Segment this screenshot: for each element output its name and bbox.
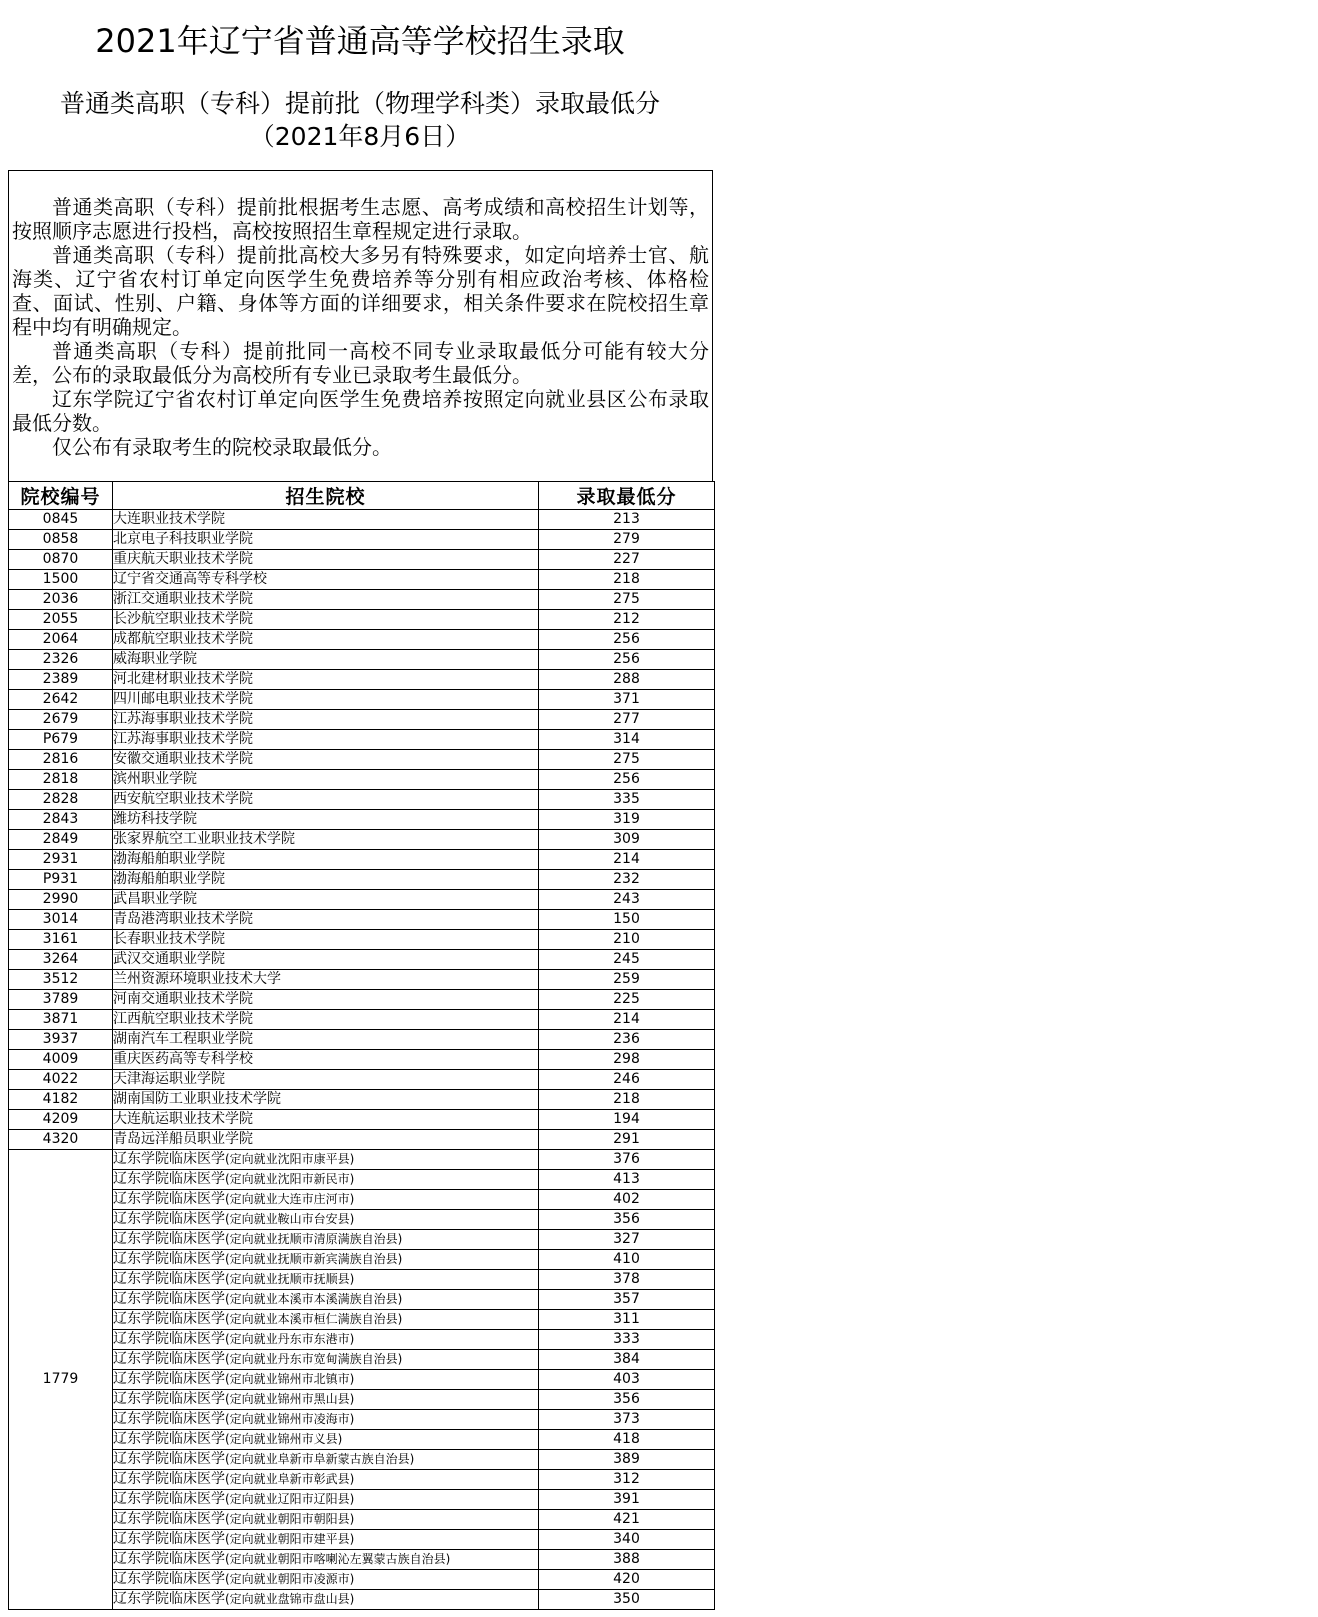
school-code: P679 xyxy=(9,730,113,750)
school-name xyxy=(113,1550,539,1570)
school-code: 2818 xyxy=(9,770,113,790)
note-paragraph: 普通类高职（专科）提前批根据考生志愿、高考成绩和高校招生计划等，按照顺序志愿进行投档，高校按照招生章程规定进行录取。 xyxy=(12,195,709,243)
school-code: 3789 xyxy=(9,990,113,1010)
table-row xyxy=(9,550,715,570)
school-name-sub: (定向就业本溪市桓仁满族自治县) xyxy=(225,1312,403,1326)
school-name: 湖南国防工业职业技术学院 xyxy=(113,1090,539,1110)
min-score: 256 xyxy=(539,650,715,670)
school-code: 2931 xyxy=(9,850,113,870)
school-name-main: 辽东学院临床医学 xyxy=(113,1411,225,1427)
school-code: 4009 xyxy=(9,1050,113,1070)
table-row xyxy=(9,1170,715,1190)
school-name-sub: (定向就业抚顺市清原满族自治县) xyxy=(225,1232,403,1246)
school-name: 渤海船舶职业学院 xyxy=(113,870,539,890)
school-name xyxy=(113,1410,539,1430)
school-name-sub: (定向就业朝阳市建平县) xyxy=(225,1532,355,1546)
min-score: 256 xyxy=(539,630,715,650)
school-name-sub: (定向就业阜新市彰武县) xyxy=(225,1472,355,1486)
min-score: 246 xyxy=(539,1070,715,1090)
school-name: 江苏海事职业技术学院 xyxy=(113,710,539,730)
school-name xyxy=(113,1230,539,1250)
min-score: 410 xyxy=(539,1250,715,1270)
min-score: 333 xyxy=(539,1330,715,1350)
school-name: 长春职业技术学院 xyxy=(113,930,539,950)
table-row xyxy=(9,850,715,870)
min-score: 378 xyxy=(539,1270,715,1290)
table-row xyxy=(9,1590,715,1610)
page-title: 2021年辽宁省普通高等学校招生录取 xyxy=(95,22,625,60)
school-name-sub: (定向就业沈阳市新民市) xyxy=(225,1172,355,1186)
table-row xyxy=(9,1210,715,1230)
table-row xyxy=(9,1070,715,1090)
table-row xyxy=(9,1450,715,1470)
school-name: 张家界航空工业职业技术学院 xyxy=(113,830,539,850)
school-code: 2849 xyxy=(9,830,113,850)
min-score: 384 xyxy=(539,1350,715,1370)
table-row xyxy=(9,1270,715,1290)
school-code: 1500 xyxy=(9,570,113,590)
school-name: 武昌职业学院 xyxy=(113,890,539,910)
school-code: P931 xyxy=(9,870,113,890)
school-name xyxy=(113,1370,539,1390)
school-name xyxy=(113,1290,539,1310)
school-name xyxy=(113,1150,539,1170)
min-score: 314 xyxy=(539,730,715,750)
min-score: 340 xyxy=(539,1530,715,1550)
school-name-main: 辽东学院临床医学 xyxy=(113,1311,225,1327)
table-row xyxy=(9,890,715,910)
min-score: 376 xyxy=(539,1150,715,1170)
school-name: 长沙航空职业技术学院 xyxy=(113,610,539,630)
min-score: 371 xyxy=(539,690,715,710)
min-score: 275 xyxy=(539,750,715,770)
school-name: 河南交通职业技术学院 xyxy=(113,990,539,1010)
table-row xyxy=(9,1350,715,1370)
school-name: 四川邮电职业技术学院 xyxy=(113,690,539,710)
table-row xyxy=(9,770,715,790)
school-name-sub: (定向就业阜新市阜新蒙古族自治县) xyxy=(225,1452,415,1466)
school-code: 3937 xyxy=(9,1030,113,1050)
min-score: 298 xyxy=(539,1050,715,1070)
school-code: 3161 xyxy=(9,930,113,950)
school-name: 青岛远洋船员职业学院 xyxy=(113,1130,539,1150)
table-row xyxy=(9,990,715,1010)
table-row xyxy=(9,1370,715,1390)
table-row xyxy=(9,1310,715,1330)
school-name-sub: (定向就业鞍山市台安县) xyxy=(225,1212,355,1226)
school-name-main: 辽东学院临床医学 xyxy=(113,1351,225,1367)
school-name: 重庆医药高等专科学校 xyxy=(113,1050,539,1070)
school-name xyxy=(113,1590,539,1610)
min-score: 356 xyxy=(539,1210,715,1230)
school-name-sub: (定向就业抚顺市新宾满族自治县) xyxy=(225,1252,403,1266)
school-name-main: 辽东学院临床医学 xyxy=(113,1571,225,1587)
table-row xyxy=(9,1230,715,1250)
school-name: 江西航空职业技术学院 xyxy=(113,1010,539,1030)
table-row xyxy=(9,930,715,950)
table-row xyxy=(9,590,715,610)
table-row xyxy=(9,1410,715,1430)
school-code: 2036 xyxy=(9,590,113,610)
school-name-sub: (定向就业盘锦市盘山县) xyxy=(225,1592,355,1606)
table-body xyxy=(9,510,715,1610)
school-name-sub: (定向就业锦州市义县) xyxy=(225,1432,343,1446)
school-code: 4209 xyxy=(9,1110,113,1130)
table-row xyxy=(9,690,715,710)
school-code: 2055 xyxy=(9,610,113,630)
school-name: 辽宁省交通高等专科学校 xyxy=(113,570,539,590)
min-score: 218 xyxy=(539,1090,715,1110)
table-row xyxy=(9,1110,715,1130)
school-name: 江苏海事职业技术学院 xyxy=(113,730,539,750)
school-name xyxy=(113,1390,539,1410)
table-row xyxy=(9,630,715,650)
min-score: 288 xyxy=(539,670,715,690)
table-row xyxy=(9,710,715,730)
min-score: 225 xyxy=(539,990,715,1010)
min-score: 210 xyxy=(539,930,715,950)
table-row xyxy=(9,530,715,550)
school-name xyxy=(113,1250,539,1270)
school-name: 青岛港湾职业技术学院 xyxy=(113,910,539,930)
table-row xyxy=(9,1050,715,1070)
table-row xyxy=(9,730,715,750)
school-name: 滨州职业学院 xyxy=(113,770,539,790)
school-name xyxy=(113,1310,539,1330)
min-score: 312 xyxy=(539,1470,715,1490)
min-score: 420 xyxy=(539,1570,715,1590)
admission-table xyxy=(8,481,715,1610)
note-paragraph: 辽东学院辽宁省农村订单定向医学生免费培养按照定向就业县区公布录取最低分数。 xyxy=(12,387,709,435)
school-code: 1779 xyxy=(9,1150,113,1610)
min-score: 413 xyxy=(539,1170,715,1190)
header-school: 招生院校 xyxy=(113,482,539,510)
school-code: 0845 xyxy=(9,510,113,530)
school-name: 北京电子科技职业学院 xyxy=(113,530,539,550)
min-score: 243 xyxy=(539,890,715,910)
min-score: 194 xyxy=(539,1110,715,1130)
table-row xyxy=(9,1510,715,1530)
school-code: 3871 xyxy=(9,1010,113,1030)
school-code: 4022 xyxy=(9,1070,113,1090)
min-score: 212 xyxy=(539,610,715,630)
school-name: 西安航空职业技术学院 xyxy=(113,790,539,810)
school-code: 2679 xyxy=(9,710,113,730)
school-name xyxy=(113,1470,539,1490)
min-score: 327 xyxy=(539,1230,715,1250)
school-name: 大连职业技术学院 xyxy=(113,510,539,530)
school-name-sub: (定向就业辽阳市辽阳县) xyxy=(225,1492,355,1506)
school-code: 4182 xyxy=(9,1090,113,1110)
school-name-sub: (定向就业朝阳市凌源市) xyxy=(225,1572,355,1586)
school-name xyxy=(113,1430,539,1450)
school-name-main: 辽东学院临床医学 xyxy=(113,1271,225,1287)
note-paragraph: 普通类高职（专科）提前批同一高校不同专业录取最低分可能有较大分差，公布的录取最低分为高校所有专业已录取考生最低分。 xyxy=(12,339,709,387)
min-score: 309 xyxy=(539,830,715,850)
school-code: 3264 xyxy=(9,950,113,970)
table-row xyxy=(9,950,715,970)
table-row xyxy=(9,1150,715,1170)
school-name-main: 辽东学院临床医学 xyxy=(113,1531,225,1547)
school-name-main: 辽东学院临床医学 xyxy=(113,1431,225,1447)
school-name: 武汉交通职业学院 xyxy=(113,950,539,970)
min-score: 357 xyxy=(539,1290,715,1310)
school-name: 浙江交通职业技术学院 xyxy=(113,590,539,610)
school-name-main: 辽东学院临床医学 xyxy=(113,1511,225,1527)
min-score: 335 xyxy=(539,790,715,810)
school-name-main: 辽东学院临床医学 xyxy=(113,1211,225,1227)
school-name-main: 辽东学院临床医学 xyxy=(113,1251,225,1267)
min-score: 391 xyxy=(539,1490,715,1510)
school-name-main: 辽东学院临床医学 xyxy=(113,1291,225,1307)
min-score: 259 xyxy=(539,970,715,990)
table-row xyxy=(9,1190,715,1210)
min-score: 350 xyxy=(539,1590,715,1610)
school-name: 重庆航天职业技术学院 xyxy=(113,550,539,570)
school-code: 2843 xyxy=(9,810,113,830)
min-score: 227 xyxy=(539,550,715,570)
school-code: 2326 xyxy=(9,650,113,670)
school-name: 安徽交通职业技术学院 xyxy=(113,750,539,770)
school-name: 威海职业学院 xyxy=(113,650,539,670)
min-score: 319 xyxy=(539,810,715,830)
table-row xyxy=(9,1250,715,1270)
note-paragraph: 普通类高职（专科）提前批高校大多另有特殊要求，如定向培养士官、航海类、辽宁省农村订单定向医学生免费培养等分别有相应政治考核、体格检查、面试、性别、户籍、身体等方面的详细要求，相关条件要求在院校招生章程中均有明确规定。 xyxy=(12,243,709,339)
school-name: 河北建材职业技术学院 xyxy=(113,670,539,690)
table-row xyxy=(9,1030,715,1050)
school-name-sub: (定向就业丹东市东港市) xyxy=(225,1332,355,1346)
school-name: 大连航运职业技术学院 xyxy=(113,1110,539,1130)
table-row xyxy=(9,1490,715,1510)
min-score: 418 xyxy=(539,1430,715,1450)
school-name-sub: (定向就业锦州市凌海市) xyxy=(225,1412,355,1426)
min-score: 236 xyxy=(539,1030,715,1050)
table-row xyxy=(9,1430,715,1450)
table-row xyxy=(9,610,715,630)
school-name-main: 辽东学院临床医学 xyxy=(113,1151,225,1167)
school-name-sub: (定向就业丹东市宽甸满族自治县) xyxy=(225,1352,403,1366)
table-row xyxy=(9,1090,715,1110)
table-row xyxy=(9,970,715,990)
table-row xyxy=(9,1130,715,1150)
table-row xyxy=(9,1570,715,1590)
min-score: 150 xyxy=(539,910,715,930)
school-name-main: 辽东学院临床医学 xyxy=(113,1371,225,1387)
table-row xyxy=(9,810,715,830)
school-name-main: 辽东学院临床医学 xyxy=(113,1171,225,1187)
min-score: 245 xyxy=(539,950,715,970)
school-name: 渤海船舶职业学院 xyxy=(113,850,539,870)
school-name-main: 辽东学院临床医学 xyxy=(113,1591,225,1607)
min-score: 275 xyxy=(539,590,715,610)
table-row xyxy=(9,750,715,770)
school-name xyxy=(113,1510,539,1530)
school-name-sub: (定向就业锦州市黑山县) xyxy=(225,1392,355,1406)
min-score: 277 xyxy=(539,710,715,730)
table-row xyxy=(9,1330,715,1350)
header-code: 院校编号 xyxy=(9,482,113,510)
school-code: 2828 xyxy=(9,790,113,810)
school-name-main: 辽东学院临床医学 xyxy=(113,1231,225,1247)
min-score: 213 xyxy=(539,510,715,530)
school-name xyxy=(113,1330,539,1350)
school-code: 2064 xyxy=(9,630,113,650)
min-score: 389 xyxy=(539,1450,715,1470)
school-name-main: 辽东学院临床医学 xyxy=(113,1451,225,1467)
min-score: 421 xyxy=(539,1510,715,1530)
school-name-sub: (定向就业锦州市北镇市) xyxy=(225,1372,355,1386)
school-name: 兰州资源环境职业技术大学 xyxy=(113,970,539,990)
min-score: 214 xyxy=(539,1010,715,1030)
school-code: 0870 xyxy=(9,550,113,570)
table-row xyxy=(9,510,715,530)
school-code: 3512 xyxy=(9,970,113,990)
min-score: 214 xyxy=(539,850,715,870)
school-name: 天津海运职业学院 xyxy=(113,1070,539,1090)
school-name-sub: (定向就业朝阳市朝阳县) xyxy=(225,1512,355,1526)
page-date: （2021年8月6日） xyxy=(249,122,471,151)
school-name-main: 辽东学院临床医学 xyxy=(113,1331,225,1347)
min-score: 356 xyxy=(539,1390,715,1410)
table-row xyxy=(9,1530,715,1550)
notes-box xyxy=(8,170,713,482)
table-row xyxy=(9,1550,715,1570)
page-subtitle: 普通类高职（专科）提前批（物理学科类）录取最低分 xyxy=(59,89,660,118)
table-row xyxy=(9,670,715,690)
table-row xyxy=(9,1390,715,1410)
min-score: 403 xyxy=(539,1370,715,1390)
table-row xyxy=(9,910,715,930)
school-name: 潍坊科技学院 xyxy=(113,810,539,830)
school-name xyxy=(113,1170,539,1190)
school-code: 0858 xyxy=(9,530,113,550)
header-score: 录取最低分 xyxy=(539,482,715,510)
table-row xyxy=(9,1290,715,1310)
table-row xyxy=(9,650,715,670)
school-name xyxy=(113,1270,539,1290)
table-row xyxy=(9,790,715,810)
school-name-sub: (定向就业朝阳市喀喇沁左翼蒙古族自治县) xyxy=(225,1552,451,1566)
school-name-main: 辽东学院临床医学 xyxy=(113,1191,225,1207)
min-score: 256 xyxy=(539,770,715,790)
school-code: 2642 xyxy=(9,690,113,710)
school-name-sub: (定向就业大连市庄河市) xyxy=(225,1192,355,1206)
school-code: 2816 xyxy=(9,750,113,770)
table-row xyxy=(9,1470,715,1490)
school-code: 4320 xyxy=(9,1130,113,1150)
school-name-sub: (定向就业沈阳市康平县) xyxy=(225,1152,355,1166)
table-row xyxy=(9,570,715,590)
min-score: 291 xyxy=(539,1130,715,1150)
school-name xyxy=(113,1490,539,1510)
school-name-main: 辽东学院临床医学 xyxy=(113,1491,225,1507)
school-code: 3014 xyxy=(9,910,113,930)
school-code: 2389 xyxy=(9,670,113,690)
school-name xyxy=(113,1190,539,1210)
school-name-sub: (定向就业抚顺市抚顺县) xyxy=(225,1272,355,1286)
school-code: 2990 xyxy=(9,890,113,910)
school-name-sub: (定向就业本溪市本溪满族自治县) xyxy=(225,1292,403,1306)
school-name-main: 辽东学院临床医学 xyxy=(113,1391,225,1407)
min-score: 232 xyxy=(539,870,715,890)
school-name-main: 辽东学院临床医学 xyxy=(113,1471,225,1487)
school-name xyxy=(113,1570,539,1590)
min-score: 311 xyxy=(539,1310,715,1330)
table-row xyxy=(9,1010,715,1030)
table-row xyxy=(9,870,715,890)
note-paragraph: 仅公布有录取考生的院校录取最低分。 xyxy=(52,435,392,459)
school-name: 成都航空职业技术学院 xyxy=(113,630,539,650)
school-name xyxy=(113,1350,539,1370)
min-score: 218 xyxy=(539,570,715,590)
school-name-main: 辽东学院临床医学 xyxy=(113,1551,225,1567)
school-name xyxy=(113,1210,539,1230)
min-score: 402 xyxy=(539,1190,715,1210)
min-score: 388 xyxy=(539,1550,715,1570)
min-score: 373 xyxy=(539,1410,715,1430)
table-header-row xyxy=(9,482,715,510)
min-score: 279 xyxy=(539,530,715,550)
table-row xyxy=(9,830,715,850)
school-name xyxy=(113,1450,539,1470)
school-name xyxy=(113,1530,539,1550)
school-name: 湖南汽车工程职业学院 xyxy=(113,1030,539,1050)
